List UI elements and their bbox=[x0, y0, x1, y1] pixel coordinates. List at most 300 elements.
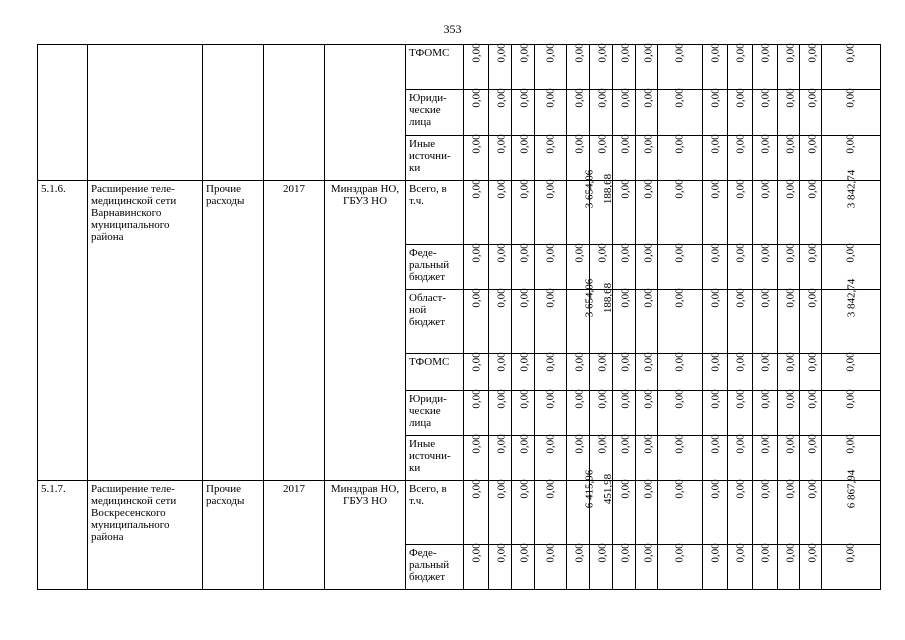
value-cell bbox=[567, 278, 596, 354]
value-cell bbox=[800, 391, 822, 436]
value-cell bbox=[778, 290, 800, 354]
value-text: 0,00 bbox=[845, 134, 857, 154]
value-cell bbox=[728, 436, 753, 481]
value-text: 0,00 bbox=[470, 352, 483, 372]
value-cell bbox=[464, 245, 489, 290]
value-cell bbox=[728, 90, 753, 136]
value-text: 0,00 bbox=[518, 134, 531, 154]
value-text: 0,00 bbox=[544, 134, 557, 154]
value-text: 6 415,96 bbox=[583, 469, 596, 509]
value-cell bbox=[658, 45, 703, 90]
value-text: 6 867,94 bbox=[845, 469, 857, 509]
year-cell: 2017 bbox=[264, 481, 325, 590]
value-text: 0,00 bbox=[642, 389, 655, 409]
value-text: 0,00 bbox=[544, 389, 557, 409]
value-text: 0,00 bbox=[709, 179, 722, 199]
kind-cell bbox=[203, 45, 264, 181]
value-text: 0,00 bbox=[709, 43, 722, 63]
value-cell bbox=[658, 290, 703, 354]
value-cell bbox=[489, 290, 512, 354]
value-text: 0,00 bbox=[470, 288, 483, 308]
value-cell bbox=[636, 181, 658, 245]
value-cell bbox=[464, 136, 489, 181]
value-text: 0,00 bbox=[470, 88, 483, 108]
value-cell bbox=[658, 436, 703, 481]
value-text: 0,00 bbox=[596, 434, 609, 454]
value-text: 0,00 bbox=[619, 134, 632, 154]
value-cell bbox=[636, 290, 658, 354]
value-cell bbox=[636, 391, 658, 436]
value-cell bbox=[535, 290, 567, 354]
value-text: 0,00 bbox=[596, 134, 609, 154]
value-text: 0,00 bbox=[495, 479, 508, 499]
value-text: 0,00 bbox=[845, 543, 857, 563]
value-text: 0,00 bbox=[709, 88, 722, 108]
value-cell bbox=[703, 290, 728, 354]
value-cell bbox=[512, 181, 535, 245]
value-text: 0,00 bbox=[596, 543, 609, 563]
value-text: 0,00 bbox=[709, 243, 722, 263]
value-cell bbox=[590, 545, 613, 590]
value-cell bbox=[636, 90, 658, 136]
value-cell bbox=[535, 181, 567, 245]
value-cell bbox=[489, 436, 512, 481]
value-text: 0,00 bbox=[674, 134, 686, 154]
year-cell: 2017 bbox=[264, 181, 325, 481]
value-cell bbox=[535, 545, 567, 590]
value-cell bbox=[703, 481, 728, 545]
value-text: 0,00 bbox=[619, 389, 632, 409]
value-cell bbox=[636, 45, 658, 90]
value-cell bbox=[464, 545, 489, 590]
value-text: 0,00 bbox=[544, 434, 557, 454]
value-text: 0,00 bbox=[619, 88, 632, 108]
value-cell bbox=[613, 545, 636, 590]
value-cell bbox=[822, 45, 881, 90]
value-cell bbox=[464, 290, 489, 354]
value-cell bbox=[512, 481, 535, 545]
value-text: 0,00 bbox=[784, 389, 797, 409]
value-cell bbox=[535, 436, 567, 481]
executor-cell: Минздрав НО, ГБУЗ НО bbox=[325, 481, 406, 590]
value-text: 0,00 bbox=[470, 479, 483, 499]
value-text: 0,00 bbox=[573, 389, 586, 409]
value-cell bbox=[703, 136, 728, 181]
value-text: 0,00 bbox=[759, 134, 772, 154]
value-cell bbox=[703, 354, 728, 391]
page-number: 353 bbox=[443, 22, 462, 36]
name-cell bbox=[88, 45, 203, 181]
value-text: 0,00 bbox=[544, 288, 557, 308]
value-text: 0,00 bbox=[806, 43, 819, 63]
value-cell bbox=[636, 436, 658, 481]
value-text: 0,00 bbox=[674, 43, 686, 63]
value-text: 0,00 bbox=[495, 288, 508, 308]
funding-source-cell: ТФОМС bbox=[406, 45, 464, 90]
value-text: 0,00 bbox=[642, 243, 655, 263]
funding-source-cell: Феде-ральный бюджет bbox=[406, 545, 464, 590]
value-cell bbox=[778, 90, 800, 136]
value-cell bbox=[778, 354, 800, 391]
value-cell bbox=[822, 391, 881, 436]
value-cell bbox=[703, 545, 728, 590]
value-text: 0,00 bbox=[759, 43, 772, 63]
value-cell bbox=[613, 90, 636, 136]
value-text: 0,00 bbox=[518, 43, 531, 63]
value-text: 0,00 bbox=[784, 179, 797, 199]
value-text: 0,00 bbox=[544, 479, 557, 499]
value-cell bbox=[753, 45, 778, 90]
value-cell bbox=[753, 545, 778, 590]
value-cell bbox=[753, 481, 778, 545]
funding-source-cell: Иные источни-ки bbox=[406, 436, 464, 481]
funding-source-cell: ТФОМС bbox=[406, 354, 464, 391]
value-text: 0,00 bbox=[470, 543, 483, 563]
kind-cell: Прочие расходы bbox=[203, 181, 264, 481]
value-cell bbox=[728, 290, 753, 354]
value-text: 0,00 bbox=[806, 434, 819, 454]
value-text: 0,00 bbox=[619, 543, 632, 563]
value-text: 0,00 bbox=[573, 88, 586, 108]
value-text: 0,00 bbox=[674, 434, 686, 454]
value-cell bbox=[800, 45, 822, 90]
value-text: 0,00 bbox=[784, 88, 797, 108]
value-cell bbox=[535, 45, 567, 90]
value-cell bbox=[512, 436, 535, 481]
value-text: 0,00 bbox=[495, 389, 508, 409]
value-cell bbox=[567, 354, 590, 391]
value-text: 0,00 bbox=[759, 288, 772, 308]
value-text: 0,00 bbox=[495, 88, 508, 108]
value-text: 0,00 bbox=[784, 43, 797, 63]
value-text: 0,00 bbox=[596, 243, 609, 263]
value-cell bbox=[489, 136, 512, 181]
value-cell bbox=[728, 181, 753, 245]
value-cell bbox=[822, 545, 881, 590]
value-text: 0,00 bbox=[619, 179, 632, 199]
value-text: 0,00 bbox=[709, 134, 722, 154]
funding-source-cell: Юриди-ческие лица bbox=[406, 90, 464, 136]
value-text: 3 842,74 bbox=[845, 169, 857, 209]
value-text: 0,00 bbox=[470, 389, 483, 409]
value-text: 0,00 bbox=[784, 434, 797, 454]
value-cell bbox=[658, 481, 703, 545]
value-cell bbox=[567, 169, 596, 245]
value-cell bbox=[464, 181, 489, 245]
value-text: 0,00 bbox=[619, 479, 632, 499]
value-cell bbox=[753, 290, 778, 354]
value-cell bbox=[464, 391, 489, 436]
value-text: 0,00 bbox=[596, 88, 609, 108]
value-text: 188,68 bbox=[602, 173, 615, 205]
value-cell bbox=[800, 436, 822, 481]
value-cell bbox=[822, 90, 881, 136]
value-cell bbox=[613, 45, 636, 90]
value-text: 0,00 bbox=[596, 389, 609, 409]
value-cell bbox=[567, 90, 590, 136]
value-cell bbox=[778, 245, 800, 290]
value-text: 0,00 bbox=[642, 434, 655, 454]
budget-table-body bbox=[38, 45, 881, 590]
value-cell bbox=[778, 481, 800, 545]
value-cell bbox=[800, 181, 822, 245]
value-cell bbox=[800, 481, 822, 545]
value-cell bbox=[703, 436, 728, 481]
value-cell bbox=[658, 90, 703, 136]
value-text: 0,00 bbox=[544, 243, 557, 263]
value-text: 0,00 bbox=[784, 134, 797, 154]
value-text: 0,00 bbox=[642, 543, 655, 563]
value-text: 3 842,74 bbox=[845, 278, 857, 318]
value-text: 0,00 bbox=[470, 43, 483, 63]
value-text: 0,00 bbox=[674, 288, 686, 308]
value-text: 0,00 bbox=[845, 389, 857, 409]
value-text: 0,00 bbox=[734, 88, 747, 108]
value-text: 0,00 bbox=[573, 352, 586, 372]
value-text: 0,00 bbox=[845, 43, 857, 63]
value-text: 0,00 bbox=[495, 434, 508, 454]
code-cell: 5.1.6. bbox=[38, 181, 88, 481]
value-cell bbox=[512, 136, 535, 181]
value-cell bbox=[703, 90, 728, 136]
value-text: 0,00 bbox=[806, 288, 819, 308]
value-cell bbox=[703, 245, 728, 290]
value-text: 0,00 bbox=[806, 179, 819, 199]
value-text: 0,00 bbox=[674, 88, 686, 108]
value-cell bbox=[636, 245, 658, 290]
value-cell bbox=[800, 290, 822, 354]
value-cell bbox=[590, 354, 613, 391]
value-cell bbox=[728, 545, 753, 590]
value-text: 0,00 bbox=[518, 479, 531, 499]
funding-source-cell: Всего, в т.ч. bbox=[406, 481, 464, 545]
value-text: 0,00 bbox=[709, 543, 722, 563]
value-text: 0,00 bbox=[573, 434, 586, 454]
value-text: 0,00 bbox=[518, 389, 531, 409]
value-text: 0,00 bbox=[734, 134, 747, 154]
value-text: 0,00 bbox=[518, 88, 531, 108]
value-cell bbox=[703, 181, 728, 245]
value-cell bbox=[512, 290, 535, 354]
value-text: 0,00 bbox=[495, 243, 508, 263]
value-cell bbox=[535, 245, 567, 290]
value-text: 0,00 bbox=[784, 479, 797, 499]
value-cell bbox=[753, 136, 778, 181]
value-text: 0,00 bbox=[759, 434, 772, 454]
value-text: 0,00 bbox=[674, 179, 686, 199]
value-text: 0,00 bbox=[495, 352, 508, 372]
value-text: 0,00 bbox=[734, 434, 747, 454]
value-text: 0,00 bbox=[759, 543, 772, 563]
value-text: 0,00 bbox=[674, 543, 686, 563]
value-cell bbox=[753, 181, 778, 245]
value-text: 0,00 bbox=[806, 543, 819, 563]
value-cell bbox=[658, 545, 703, 590]
value-text: 0,00 bbox=[734, 543, 747, 563]
value-cell bbox=[728, 391, 753, 436]
value-cell bbox=[512, 45, 535, 90]
value-text: 0,00 bbox=[518, 434, 531, 454]
value-text: 0,00 bbox=[784, 543, 797, 563]
funding-source-cell: Феде-ральный бюджет bbox=[406, 245, 464, 290]
value-cell bbox=[464, 90, 489, 136]
value-cell bbox=[512, 545, 535, 590]
table-row bbox=[38, 45, 881, 90]
value-text: 0,00 bbox=[544, 352, 557, 372]
value-cell bbox=[590, 45, 613, 90]
value-cell bbox=[613, 136, 636, 181]
budget-table bbox=[37, 44, 881, 590]
value-cell bbox=[822, 469, 881, 545]
value-text: 0,00 bbox=[619, 352, 632, 372]
value-text: 0,00 bbox=[806, 479, 819, 499]
name-cell: Расширение теле-медицинской сети Варнавинского муниципального района bbox=[88, 181, 203, 481]
value-text: 0,00 bbox=[734, 43, 747, 63]
value-text: 0,00 bbox=[759, 352, 772, 372]
value-cell bbox=[728, 481, 753, 545]
value-cell bbox=[753, 436, 778, 481]
value-cell bbox=[464, 436, 489, 481]
value-text: 0,00 bbox=[709, 434, 722, 454]
value-cell bbox=[822, 278, 881, 354]
code-cell: 5.1.7. bbox=[38, 481, 88, 590]
value-cell bbox=[590, 90, 613, 136]
value-text: 0,00 bbox=[544, 88, 557, 108]
value-cell bbox=[613, 181, 636, 245]
value-text: 0,00 bbox=[806, 243, 819, 263]
value-text: 0,00 bbox=[674, 243, 686, 263]
value-text: 0,00 bbox=[759, 389, 772, 409]
value-cell bbox=[753, 391, 778, 436]
value-text: 0,00 bbox=[518, 243, 531, 263]
value-cell bbox=[778, 545, 800, 590]
value-text: 0,00 bbox=[845, 434, 857, 454]
value-cell bbox=[800, 90, 822, 136]
value-cell bbox=[822, 354, 881, 391]
value-text: 0,00 bbox=[495, 543, 508, 563]
value-cell bbox=[489, 481, 512, 545]
value-cell bbox=[535, 90, 567, 136]
value-text: 0,00 bbox=[544, 43, 557, 63]
value-text: 0,00 bbox=[674, 352, 686, 372]
value-text: 0,00 bbox=[619, 43, 632, 63]
value-text: 0,00 bbox=[495, 134, 508, 154]
value-text: 0,00 bbox=[518, 179, 531, 199]
value-text: 0,00 bbox=[596, 43, 609, 63]
value-cell bbox=[703, 45, 728, 90]
value-cell bbox=[613, 290, 636, 354]
value-cell bbox=[613, 391, 636, 436]
value-text: 0,00 bbox=[759, 179, 772, 199]
value-cell bbox=[567, 391, 590, 436]
table-row bbox=[38, 481, 881, 545]
value-cell bbox=[489, 245, 512, 290]
value-text: 3 654,06 bbox=[583, 278, 596, 318]
executor-cell bbox=[325, 45, 406, 181]
value-text: 0,00 bbox=[518, 543, 531, 563]
value-cell bbox=[464, 481, 489, 545]
value-cell bbox=[535, 391, 567, 436]
value-cell bbox=[489, 391, 512, 436]
value-text: 0,00 bbox=[709, 288, 722, 308]
value-text: 0,00 bbox=[544, 543, 557, 563]
value-cell bbox=[613, 245, 636, 290]
name-cell: Расширение теле-медицинской сети Воскресенского муниципального района bbox=[88, 481, 203, 590]
value-cell bbox=[613, 354, 636, 391]
value-text: 0,00 bbox=[642, 88, 655, 108]
value-cell bbox=[636, 136, 658, 181]
value-cell bbox=[489, 90, 512, 136]
value-text: 0,00 bbox=[784, 243, 797, 263]
value-cell bbox=[728, 136, 753, 181]
value-text: 0,00 bbox=[845, 243, 857, 263]
value-cell bbox=[800, 245, 822, 290]
value-text: 0,00 bbox=[518, 352, 531, 372]
value-text: 0,00 bbox=[470, 179, 483, 199]
value-cell bbox=[512, 90, 535, 136]
value-text: 0,00 bbox=[619, 288, 632, 308]
value-text: 3 654,06 bbox=[583, 169, 596, 209]
value-text: 0,00 bbox=[784, 288, 797, 308]
value-cell bbox=[489, 354, 512, 391]
value-cell bbox=[800, 136, 822, 181]
value-text: 0,00 bbox=[734, 288, 747, 308]
value-text: 0,00 bbox=[619, 434, 632, 454]
value-cell bbox=[489, 45, 512, 90]
year-cell bbox=[264, 45, 325, 181]
value-cell bbox=[590, 391, 613, 436]
value-text: 188,68 bbox=[602, 282, 615, 314]
value-text: 0,00 bbox=[619, 243, 632, 263]
value-text: 0,00 bbox=[734, 243, 747, 263]
funding-source-cell: Всего, в т.ч. bbox=[406, 181, 464, 245]
value-cell bbox=[728, 354, 753, 391]
value-text: 0,00 bbox=[674, 479, 686, 499]
value-text: 0,00 bbox=[734, 179, 747, 199]
value-text: 0,00 bbox=[806, 134, 819, 154]
value-cell bbox=[567, 469, 596, 545]
code-cell bbox=[38, 45, 88, 181]
value-text: 0,00 bbox=[759, 88, 772, 108]
value-text: 0,00 bbox=[806, 389, 819, 409]
value-text: 0,00 bbox=[734, 479, 747, 499]
value-text: 0,00 bbox=[573, 543, 586, 563]
value-cell bbox=[512, 354, 535, 391]
value-text: 0,00 bbox=[734, 389, 747, 409]
value-cell bbox=[778, 136, 800, 181]
value-text: 0,00 bbox=[642, 179, 655, 199]
value-cell bbox=[613, 436, 636, 481]
value-text: 0,00 bbox=[642, 288, 655, 308]
value-cell bbox=[464, 45, 489, 90]
value-cell bbox=[489, 545, 512, 590]
value-text: 0,00 bbox=[806, 352, 819, 372]
value-text: 0,00 bbox=[573, 134, 586, 154]
value-text: 0,00 bbox=[573, 43, 586, 63]
value-cell bbox=[778, 45, 800, 90]
value-cell bbox=[753, 354, 778, 391]
value-text: 0,00 bbox=[495, 179, 508, 199]
value-cell bbox=[464, 354, 489, 391]
value-cell bbox=[613, 481, 636, 545]
value-cell bbox=[800, 354, 822, 391]
value-cell bbox=[658, 354, 703, 391]
value-cell bbox=[636, 354, 658, 391]
value-text: 0,00 bbox=[642, 479, 655, 499]
value-text: 0,00 bbox=[573, 243, 586, 263]
value-text: 0,00 bbox=[495, 43, 508, 63]
value-text: 0,00 bbox=[784, 352, 797, 372]
